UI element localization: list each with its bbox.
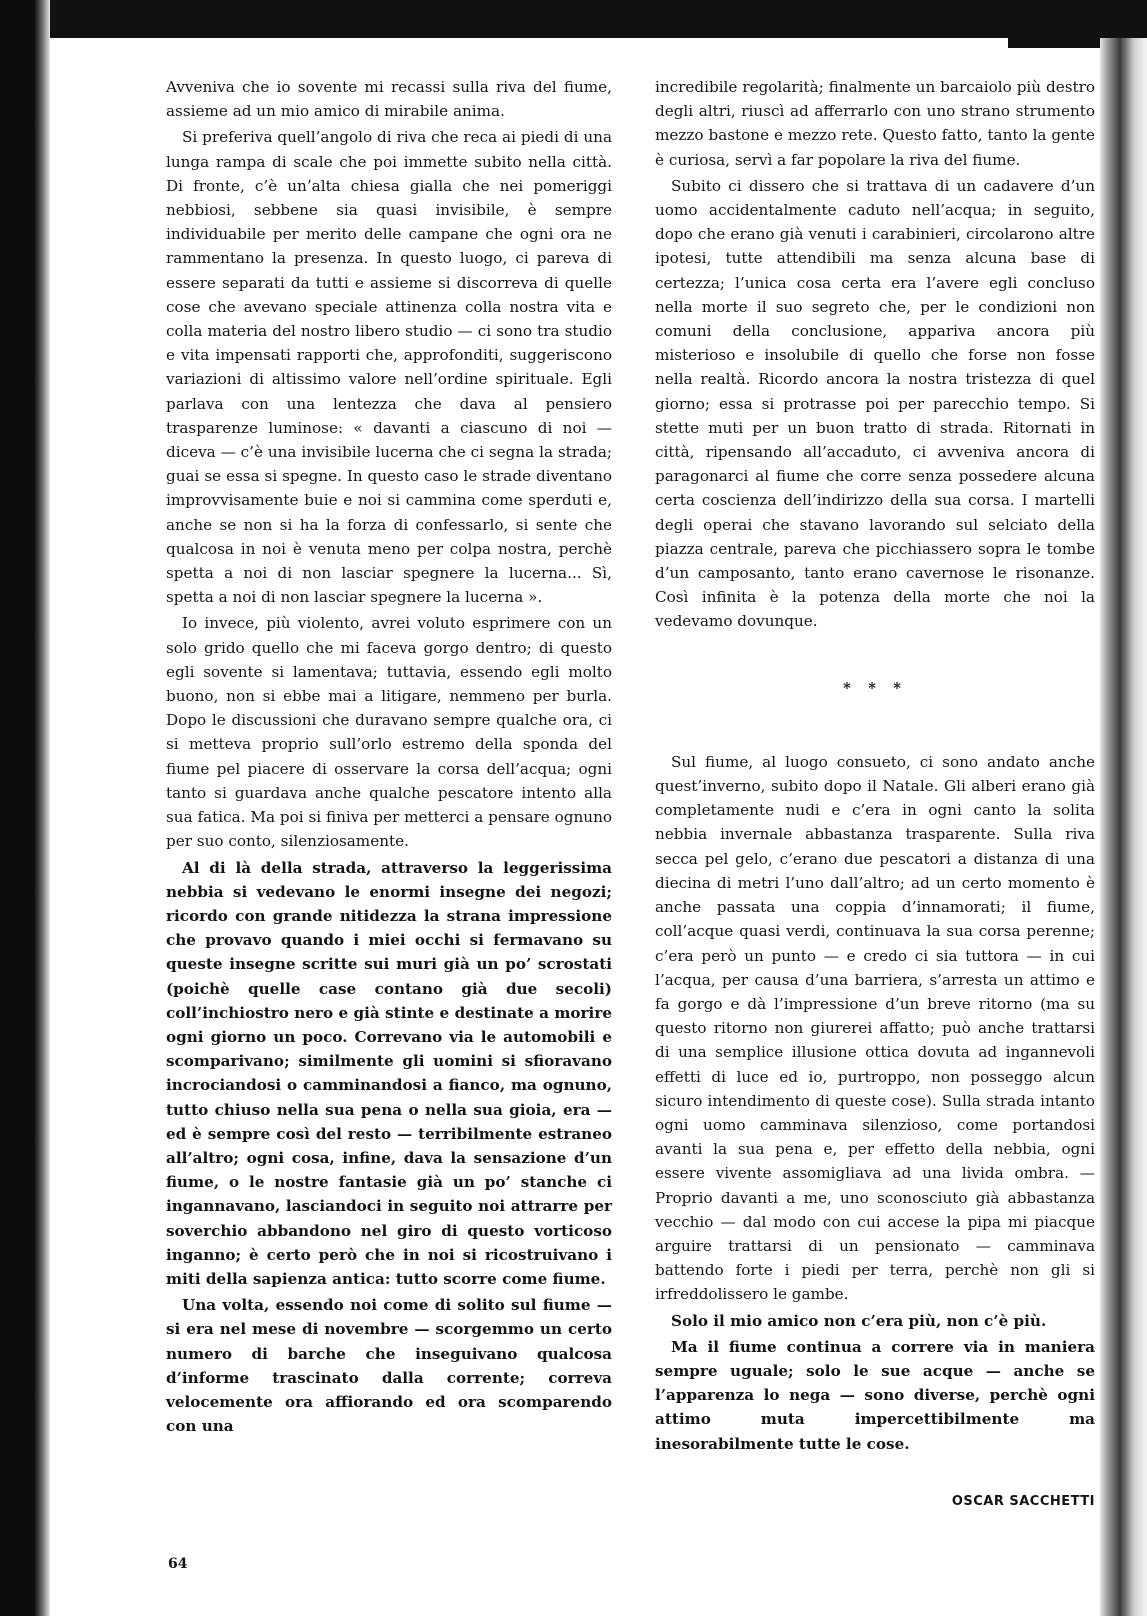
paragraph: Subito ci dissero che si trattava di un cadavere d’un uomo accidentalmente caduto nell’acqua; in seguito, dopo che erano già venuti i carabinieri, circolarono altre ipotesi, tutte attendibili ma senza alcuna base di certezza; l’unica cosa certa era l’avere egli concluso nella morte il suo segreto che, per le condizioni non comuni della conclusione, appariva ancora più misterioso e insolubile di quello che forse non fosse nella realtà. Ricordo ancora la nostra tristezza di quel giorno; essa si protrasse poi per parecchio tempo. Si stette muti per un buon tratto di strada. Ritornati in città, ripensando all’accaduto, ci avveniva ancora di paragonarci al fiume che corre senza possedere alcuna certa coscienza dell’indirizzo della sua corsa. I martelli degli operai che stavano lavorando sul selciato della piazza centrale, pareva che picchiassero sopra le tombe d’un camposanto, tanto erano cavernose le risonanze. Così infinita è la potenza della morte che noi la vedevamo dovunque. bbox=[655, 176, 1095, 631]
author-signature: OSCAR SACCHETTI bbox=[951, 1493, 1095, 1509]
scan-border-left bbox=[0, 0, 50, 1616]
right-column bbox=[655, 75, 1095, 1514]
paragraph: Si preferiva quell’angolo di riva che reca ai piedi di una lunga rampa di scale che poi immette subito nella città. Di fronte, c’è un’alta chiesa gialla che nei pomeriggi nebbiosi, sebbene sia quasi invisibile, è sempre individuabile per merito delle campane che ogni ora ne rammentano la presenza. In questo luogo, ci pareva di essere separati da tutti e assieme si discorreva di quelle cose che avevano speciale attinenza colla nostra vita e colla materia del nostro libero studio — ci sono tra studio e vita impensati rapporti che, approfonditi, suggeriscono variazioni di altissimo valore nell’ordine spirituale. Egli parlava con una lentezza che dava al pensiero trasparenze luminose: « davanti a ciascuno di noi — diceva — c’è una invisibile lucerna che ci segna la strada; guai se essa si spegne. In questo caso le strade diventano improvvisamente buie e noi si cammina come sperduti e, anche se non si ha la forza di confessarlo, si sente che qualcosa in noi è venuta meno per colpa nostra, perchè spetta a noi di non lasciar spegnere la lucerna... Sì, spetta a noi di non lasciar spegnere la lucerna ». bbox=[166, 128, 612, 607]
paragraph: Al di là della strada, attraverso la leggerissima nebbia si vedevano le enormi insegne dei negozi; ricordo con grande nitidezza la strana impressione che provavo quando i miei occhi si fermavano su queste insegne scritte sui muri già un po’ scrostati (poichè quelle case contano già due secoli) coll’inchiostro nero e già stinte e destinate a morire ogni giorno un poco. Correvano via le automobili e scomparivano; similmente gli uomini si sfioravano incrociandosi o camminandosi a fianco, ma ognuno, tutto chiuso nella sua pena o nella sua gioia, era — ed è sempre così del resto — terribilmente estraneo all’altro; ogni cosa, infine, dava la sensazione d’un fiume, o le nostre fantasie già un po’ stanche ci ingannavano, lasciandoci in seguito noi attrarre per soverchio abbandono nel giro di questo vorticoso inganno; è certo però che in noi si ricostruivano i miti della sapienza antica: tutto scorre come fiume. bbox=[166, 858, 612, 1288]
paragraph: Solo il mio amico non c’era più, non c’è più. bbox=[671, 1311, 1047, 1330]
paragraph: Io invece, più violento, avrei voluto esprimere con un solo grido quello che mi faceva gorgo dentro; di questo egli sovente si lamentava; tuttavia, essendo egli molto buono, non si ebbe mai a litigare, nemmeno per burla. Dopo le discussioni che duravano sempre qualche ora, ci si metteva proprio sull’orlo estremo della sponda del fiume pel piacere di osservare la corsa dell’acqua; ogni tanto si guardava anche qualche pescatore intento alla sua fatica. Ma poi si finiva per metterci a pensare ognuno per suo conto, silenziosamente. bbox=[166, 614, 612, 851]
left-column bbox=[166, 75, 612, 1440]
scan-border-right bbox=[1100, 38, 1147, 1616]
page-number: 64 bbox=[168, 1556, 188, 1572]
section-separator: * * * bbox=[843, 678, 907, 697]
paragraph: Ma il fiume continua a correre via in maniera sempre uguale; solo le sue acque — anche se l’apparenza lo nega — sono diverse, perchè ogni attimo muta impercettibilmente ma inesorabilmente tutte le cose. bbox=[655, 1337, 1095, 1453]
paragraph: Sul fiume, al luogo consueto, ci sono andato anche quest’inverno, subito dopo il Natale. Gli alberi erano già completamente nudi e c’era in ogni canto la solita nebbia invernale abbastanza trasparente. Sulla riva secca pel gelo, c’erano due pescatori a distanza di una diecina di metri l’uno dall’altro; ad un certo momento è anche passata una coppia d’innamorati; il fiume, coll’acque quasi verdi, continuava la sua corsa perenne; c’era però un punto — e credo ci sia tuttora — in cui l’acqua, per causa d’una barriera, s’arresta un attimo e fa gorgo e dà l’impressione d’un breve ritorno (ma su questo ritorno non giurerei affatto; può anche trattarsi di una semplice illusione ottica dovuta ad ingannevoli effetti di luce ed io, purtroppo, non posseggo alcun sicuro intendimento di queste cose). Sulla strada intanto ogni uomo camminava silenzioso, come portandosi avanti la sua pena e, per effetto della nebbia, ogni essere vivente assomigliava ad una livida ombra. — Proprio davanti a me, uno sconosciuto già abbastanza vecchio — dal modo con cui accese la pipa mi piacque arguire trattarsi di un pensionato — camminava battendo forte i piedi per terra, perchè non gli si irfreddolissero le gambe. bbox=[655, 752, 1095, 1304]
scan-border-top bbox=[0, 0, 1147, 38]
paragraph: Avveniva che io sovente mi recassi sulla riva del fiume, assieme ad un mio amico di mirabile anima. bbox=[166, 78, 612, 121]
paragraph: incredibile regolarità; finalmente un barcaiolo più destro degli altri, riuscì ad afferrarlo con uno strano strumento mezzo bastone e mezzo rete. Questo fatto, tanto la gente è curiosa, servì a far popolare la riva del fiume. bbox=[655, 78, 1095, 169]
paragraph: Una volta, essendo noi come di solito sul fiume — si era nel mese di novembre — scorgemmo un certo numero di barche che inseguivano qualcosa d’informe trascinato dalla corrente; correva velocemente ora affiorando ed ora scomparendo con una bbox=[166, 1296, 612, 1436]
